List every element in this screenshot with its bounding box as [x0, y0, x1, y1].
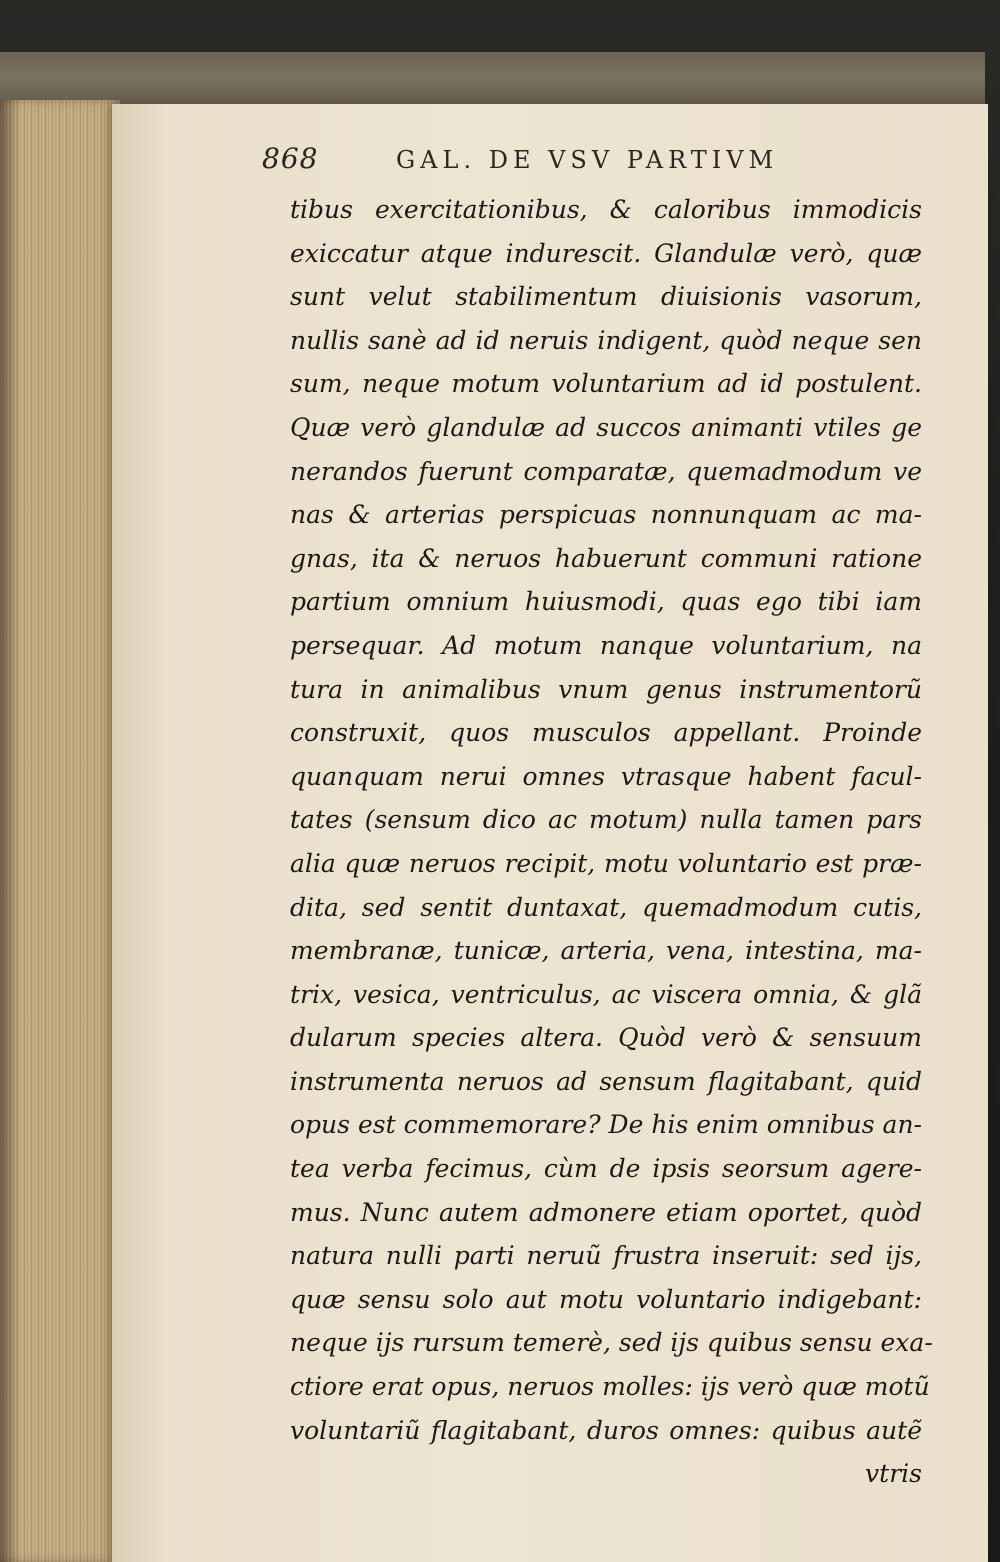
- text-line: alia quæ neruos recipit, motu voluntario est præ-: [290, 848, 922, 878]
- running-head: [262, 142, 862, 182]
- text-line: partium omnium huiusmodi, quas ego tibi iam: [290, 587, 922, 617]
- text-line: tibus exercitationibus, & caloribus immodicis: [290, 195, 922, 224]
- text-line: exiccatur atque indurescit. Glandulæ verò, quæ: [290, 238, 922, 268]
- text-line: dita, sed sentit duntaxat, quemadmodum cutis,: [290, 892, 922, 922]
- text-line: voluntariũ flagitabant, duros omnes: quibus autẽ: [290, 1415, 922, 1445]
- text-line: dularum species altera. Quòd verò & sensuum: [290, 1023, 922, 1053]
- text-line: nullis sanè ad id neruis indigent, quòd neque sen: [290, 325, 922, 355]
- text-line: construxit, quos musculos appellant. Proinde: [290, 718, 922, 748]
- text-line: tea verba fecimus, cùm de ipsis seorsum agere-: [290, 1154, 922, 1184]
- text-line: membranæ, tunicæ, arteria, vena, intestina, ma-: [290, 936, 922, 966]
- text-line: nerandos fuerunt comparatæ, quemadmodum ve: [290, 456, 922, 486]
- page-number: 868: [262, 142, 319, 175]
- text-line: mus. Nunc autem admonere etiam oportet, quòd: [290, 1197, 922, 1227]
- text-line: quanquam nerui omnes vtrasque habent facul-: [290, 761, 922, 791]
- running-title: GAL. DE VSV PARTIVM: [396, 146, 779, 174]
- body-text: [290, 188, 933, 1496]
- text-line: Quæ verò glandulæ ad succos animanti vtiles ge: [290, 412, 922, 442]
- text-line: gnas, ita & neruos habuerunt communi ratione: [290, 543, 922, 573]
- text-line: tates (sensum dico ac motum) nulla tamen pars: [290, 805, 922, 835]
- text-line: persequar. Ad motum nanque voluntarium, na: [290, 630, 922, 660]
- text-line: ctiore erat opus, neruos molles: ijs verò quæ motũ: [290, 1372, 930, 1402]
- page-edges-shadow: [0, 100, 20, 1562]
- book-cover-edge: [0, 52, 985, 112]
- text-line: quæ sensu solo aut motu voluntario indigebant:: [290, 1284, 922, 1314]
- catchword: vtris: [865, 1459, 922, 1489]
- text-line: nas & arterias perspicuas nonnunquam ac ma-: [290, 500, 922, 530]
- text-line: sum, neque motum voluntarium ad id postulent.: [290, 369, 922, 399]
- text-line: sunt velut stabilimentum diuisionis vasorum,: [290, 282, 922, 312]
- text-line: natura nulli parti neruũ frustra inseruit: sed ijs,: [290, 1241, 922, 1271]
- text-line: opus est commemorare? De his enim omnibus an-: [290, 1110, 922, 1140]
- text-line: neque ijs rursum temerè, sed ijs quibus sensu exa-: [290, 1328, 933, 1358]
- text-line: tura in animalibus vnum genus instrumentorũ: [290, 674, 922, 704]
- text-line: trix, vesica, ventriculus, ac viscera omnia, & glã: [290, 979, 922, 1009]
- text-line: instrumenta neruos ad sensum flagitabant, quid: [290, 1066, 922, 1096]
